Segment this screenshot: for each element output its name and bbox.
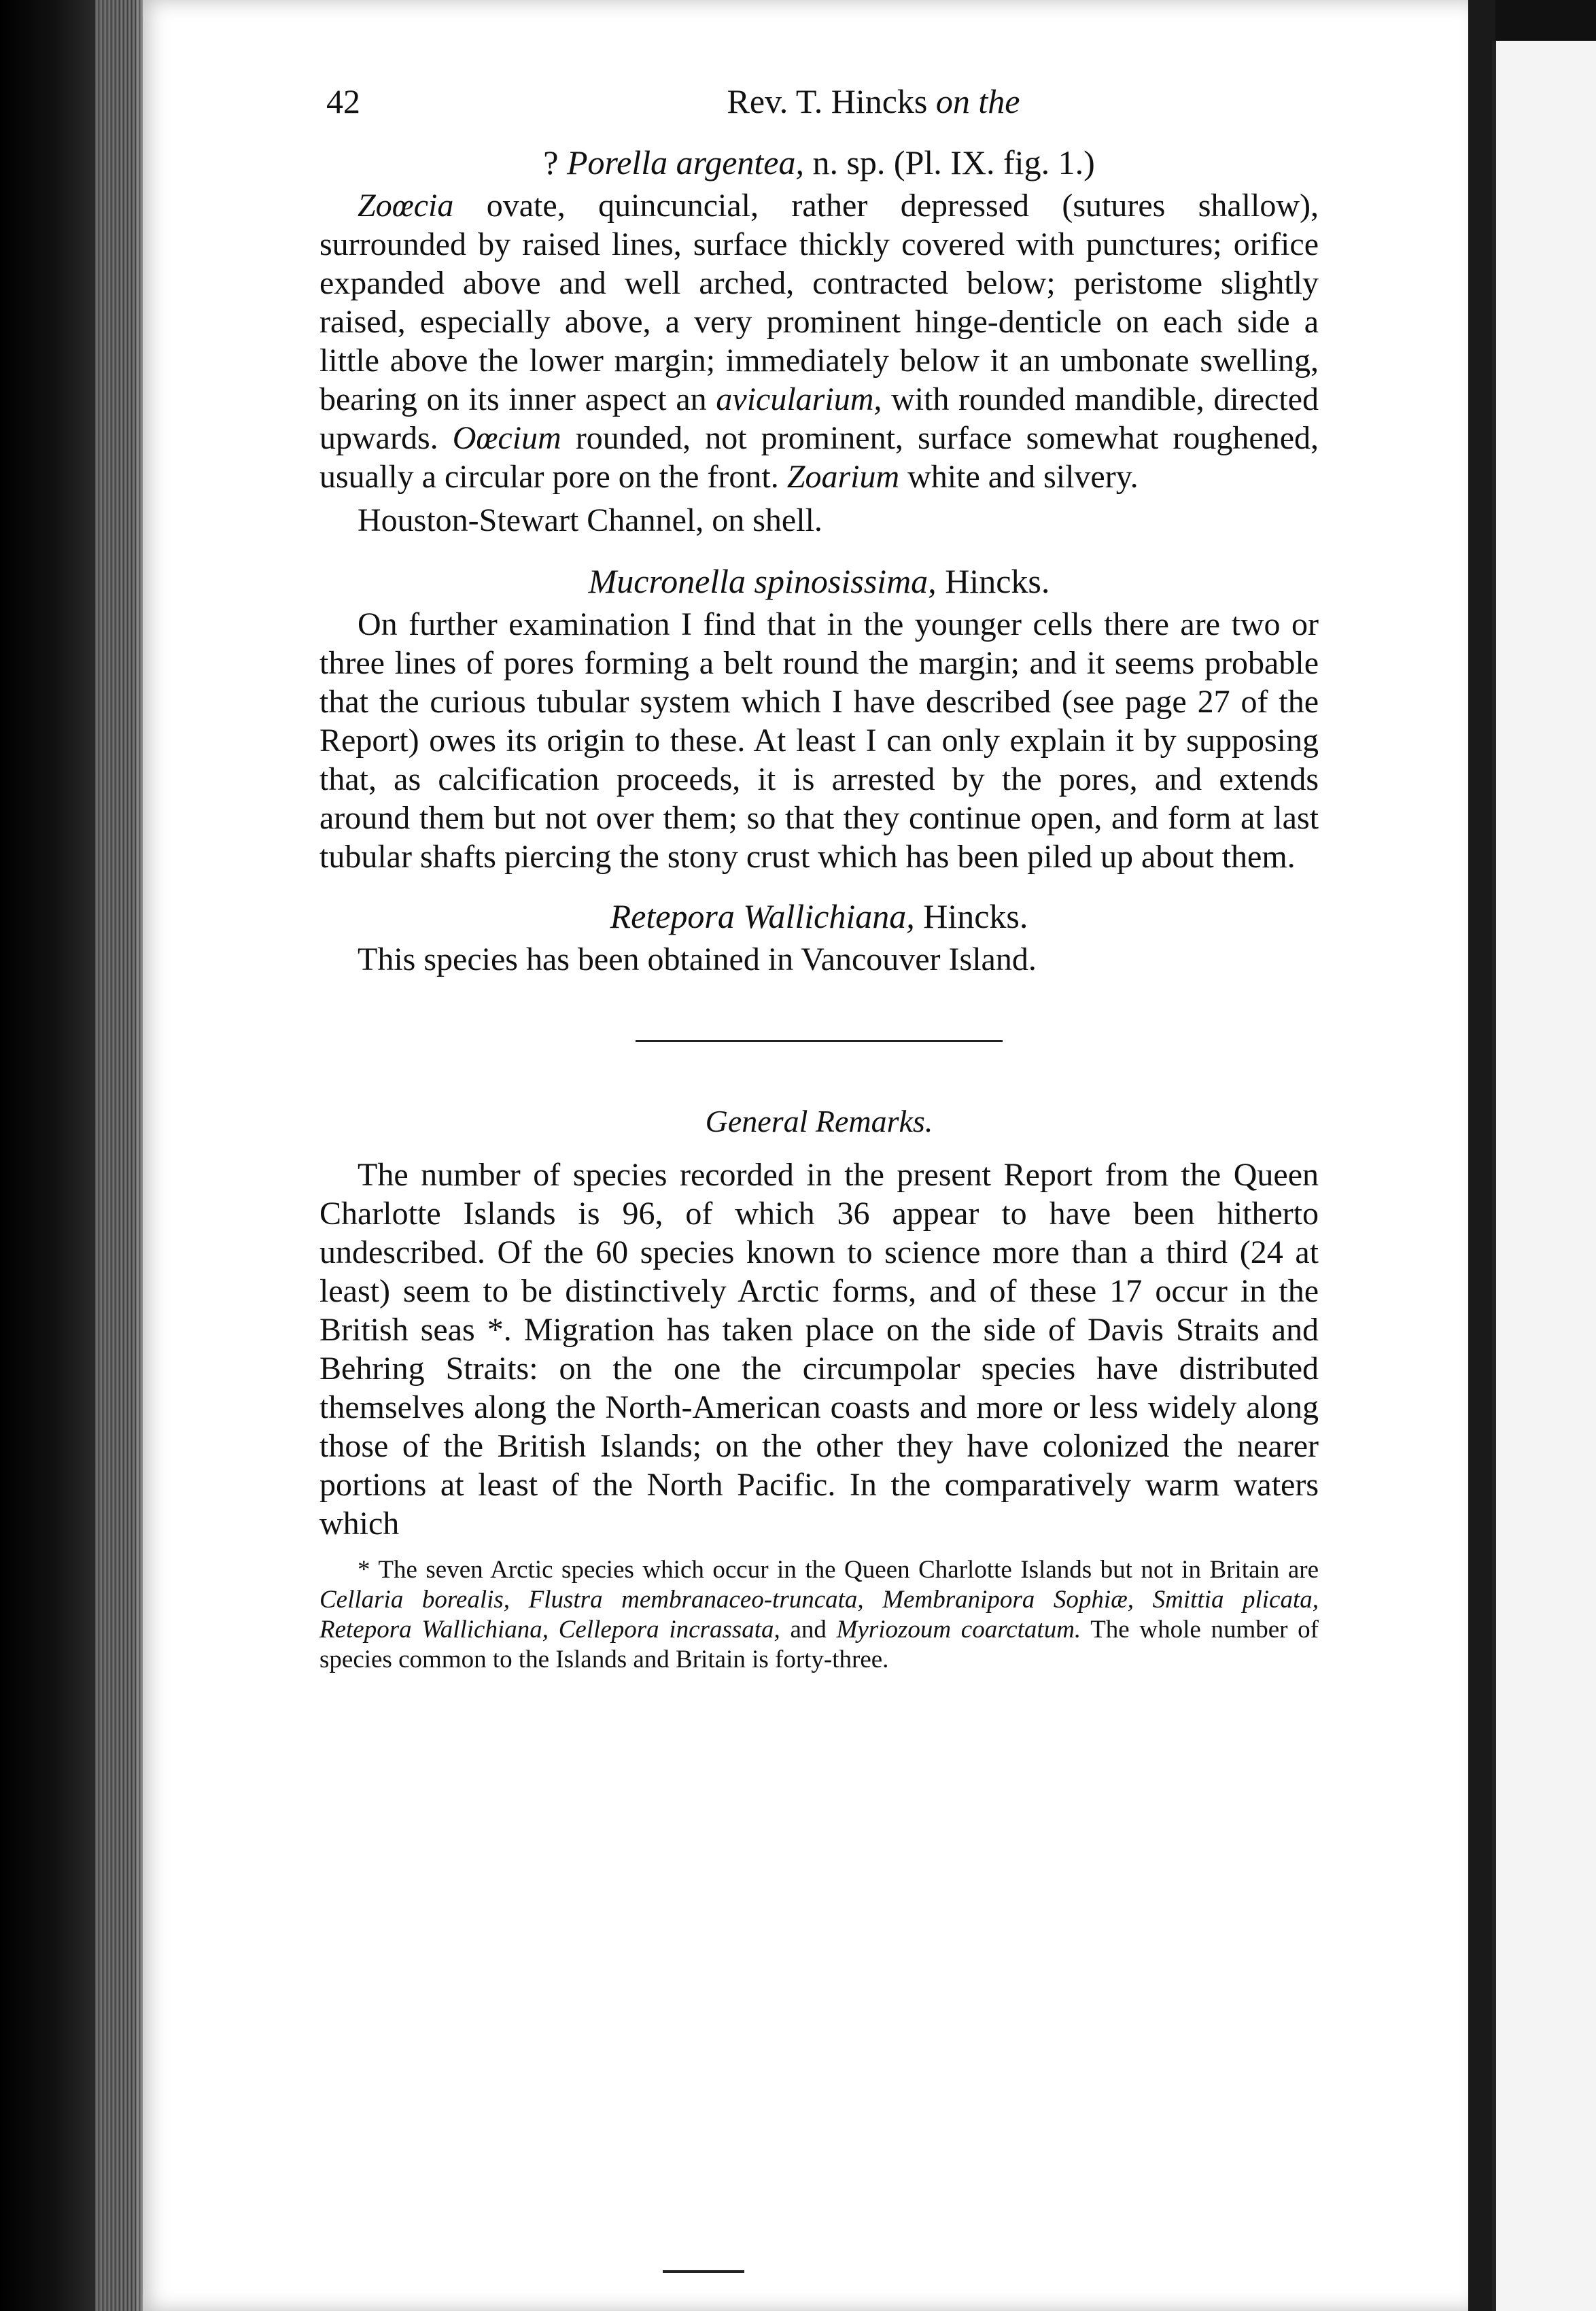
- page-header: [319, 82, 1319, 143]
- running-head: Rev. T. Hincks on the: [727, 82, 1020, 120]
- general-remarks-heading: General Remarks.: [705, 1104, 933, 1139]
- mucronella-title: Mucronella spinosissima, Hincks.: [588, 562, 1050, 600]
- right-gutter: [1468, 0, 1495, 2311]
- footnote: * The seven Arctic species which occur in the Queen Charlotte Islands but not in Britain are Cellaria borealis, Flustra membranaceo-truncata, Membranipora Sophiæ, Smittia plicata, Retepora Wallichiana, Cellepora incrassata, and Myriozoum coarctatum. The whole number of species common to the Islands and Britain is forty-three.: [319, 1556, 1319, 1673]
- porella-locality: Houston-Stewart Channel, on shell.: [358, 502, 822, 538]
- porella-title: ? Porella argentea, n. sp. (Pl. IX. fig. 1.): [543, 143, 1095, 181]
- facing-page-edge: [1492, 41, 1596, 2311]
- retepora-title: Retepora Wallichiana, Hincks.: [610, 897, 1028, 935]
- page-number: 42: [326, 82, 360, 120]
- retepora-description: This species has been obtained in Vancouver Island.: [358, 941, 1037, 977]
- general-remarks-text: The number of species recorded in the present Report from the Queen Charlotte Islands is 96, of which 36 appear to have been hitherto undescribed. Of the 60 species known to science more than a third (24 at least) seem to be distinctively Arctic forms, and of these 17 occur in the British seas *. Migration has taken place on the side of Davis Straits and Behring Straits: on the one the circumpolar species have distributed themselves along the North-American coasts and more or less widely along those of the British Islands; on the other they have colonized the nearer portions at least of the North Pacific. In the comparatively warm waters which: [319, 1157, 1319, 1542]
- section-divider: [636, 1040, 1003, 1042]
- page-edge-gutter: [95, 0, 143, 2311]
- porella-description: Zoœcia ovate, quincuncial, rather depressed (sutures shallow), surrounded by raised lines, surface thickly covered with punctures; orifice expanded above and well arched, contracted below; peristome slightly raised, especially above, a very prominent hinge-denticle on each side a little above the lower margin; immediately below it an umbonate swelling, bearing on its inner aspect an avicularium, with rounded mandible, directed upwards. Oœcium rounded, not prominent, surface somewhat roughened, usually a circular pore on the front. Zoarium white and silvery.: [319, 188, 1319, 495]
- page-content: [319, 82, 1319, 1700]
- mucronella-description: On further examination I find that in the younger cells there are two or three lines of pores forming a belt round the margin; and it seems probable that the curious tubular system which I have described (see page 27 of the Report) owes its origin to these. At least I can only explain it by supposing that, as calcification proceeds, it is arrested by the pores, and extends around them but not over them; so that they continue open, and form at last tubular shafts piercing the stony crust which has been piled up about them.: [319, 606, 1319, 875]
- bottom-printer-mark: [663, 2270, 744, 2300]
